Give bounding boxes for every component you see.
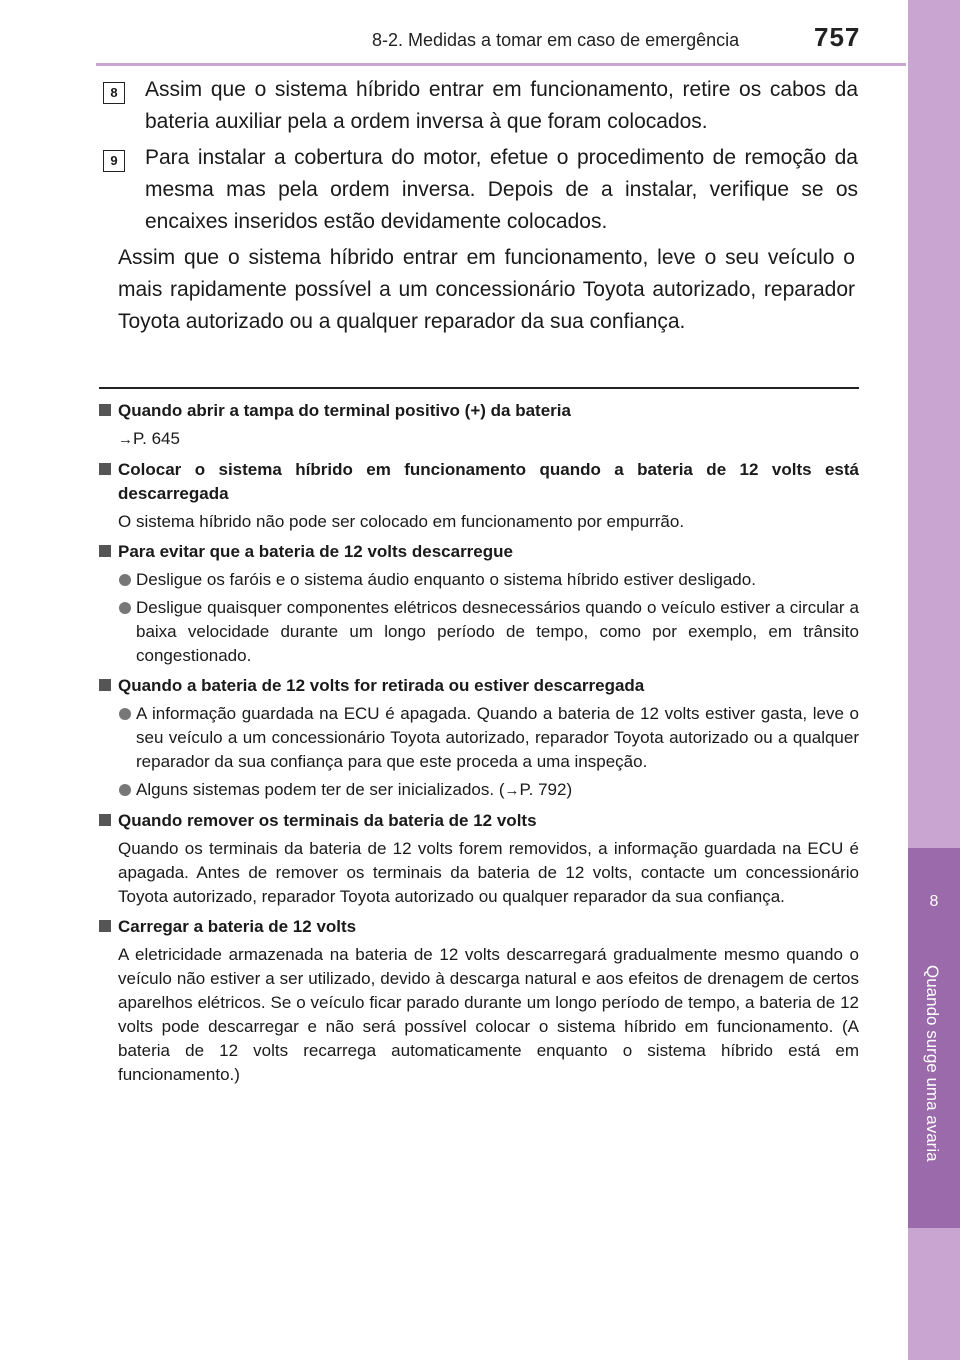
step-number-box: 8 <box>103 82 125 104</box>
round-bullet-icon <box>119 602 131 614</box>
list-item: A informação guardada na ECU é apagada. Quando a bateria de 12 volts estiver gasta, leve o seu veículo a um concessionário Toyota autorizado, reparador Toyota autorizado ou a qualquer reparador da sua confiança para que este proceda a uma inspeção. <box>99 702 859 774</box>
section-divider <box>99 387 859 389</box>
chapter-number: 8 <box>929 893 939 910</box>
round-bullet-icon <box>119 574 131 586</box>
step-number-box: 9 <box>103 150 125 172</box>
list-item: Alguns sistemas podem ter de ser inicializados. (→P. 792) <box>99 778 859 803</box>
arrow-right-icon: → <box>118 431 133 448</box>
note-body: O sistema híbrido não pode ser colocado em funcionamento por empurrão. <box>118 512 685 531</box>
note-heading: Carregar a bateria de 12 volts <box>99 915 859 939</box>
arrow-right-icon: → <box>504 782 520 799</box>
page-reference-link[interactable]: P. 645 <box>133 429 180 448</box>
note-body: A eletricidade armazenada na bateria de 12 volts descarregará gradualmente mesmo quando o veículo não estiver a ser utilizado, devido à descarga natural e aos efeitos de drenagem de certos aparelhos elétricos. Se o veículo ficar parado durante um longo período de tempo, a bateria de 12 volts pode descarregar e não será possível colocar o sistema híbrido em funcionamento. (A bateria de 12 volts recarrega automaticamente enquanto o sistema híbrido está em funcionamento.) <box>118 945 859 1084</box>
step-text: Assim que o sistema híbrido entrar em funcionamento, retire os cabos da bateria auxiliar pela a ordem inversa à que foram colocados. <box>145 78 858 133</box>
closing-paragraph: Assim que o sistema híbrido entrar em funcionamento, leve o seu veículo o mais rapidamente possível a um concessionário Toyota autorizado, reparador Toyota autorizado ou a qualquer reparador da sua confiança. <box>118 246 855 333</box>
info-notes <box>99 399 859 1091</box>
chapter-title: Quando surge uma avaria <box>923 965 942 1162</box>
note-heading: Quando abrir a tampa do terminal positivo (+) da bateria <box>99 399 859 423</box>
list-item: Desligue os faróis e o sistema áudio enquanto o sistema híbrido estiver desligado. <box>99 568 859 592</box>
page-reference-link[interactable]: P. 792) <box>519 780 573 799</box>
list-item: Desligue quaisquer componentes elétricos desnecessários quando o veículo estiver a circular a baixa velocidade durante um longo período de tempo, como por exemplo, em trânsito congestionado. <box>99 596 859 668</box>
section-title: 8-2. Medidas a tomar em caso de emergência <box>372 30 740 50</box>
header-divider <box>96 63 906 66</box>
note-heading: Quando remover os terminais da bateria de 12 volts <box>99 809 859 833</box>
step-text: Para instalar a cobertura do motor, efetue o procedimento de remoção da mesma mas pela ordem inversa. Depois de a instalar, verifique se os encaixes inseridos estão devidamente colocados. <box>145 146 858 233</box>
note-heading: Para evitar que a bateria de 12 volts descarregue <box>99 540 859 564</box>
round-bullet-icon <box>119 784 131 796</box>
note-reference <box>99 427 859 452</box>
note-body: Quando os terminais da bateria de 12 volts forem removidos, a informação guardada na ECU é apagada. Antes de remover os terminais da bateria de 12 volts, contacte um concessionário Toyota autorizado, reparador Toyota autorizado ou qualquer reparador da sua confiança. <box>118 839 859 906</box>
page-number: 757 <box>814 22 861 52</box>
note-heading: Quando a bateria de 12 volts for retirada ou estiver descarregada <box>99 674 859 698</box>
note-heading: Colocar o sistema híbrido em funcionamento quando a bateria de 12 volts está descarregada <box>99 458 859 506</box>
step-9 <box>103 142 858 238</box>
square-bullet-icon <box>99 814 111 826</box>
square-bullet-icon <box>99 404 111 416</box>
square-bullet-icon <box>99 463 111 475</box>
square-bullet-icon <box>99 920 111 932</box>
round-bullet-icon <box>119 708 131 720</box>
square-bullet-icon <box>99 545 111 557</box>
step-8 <box>103 74 858 138</box>
square-bullet-icon <box>99 679 111 691</box>
